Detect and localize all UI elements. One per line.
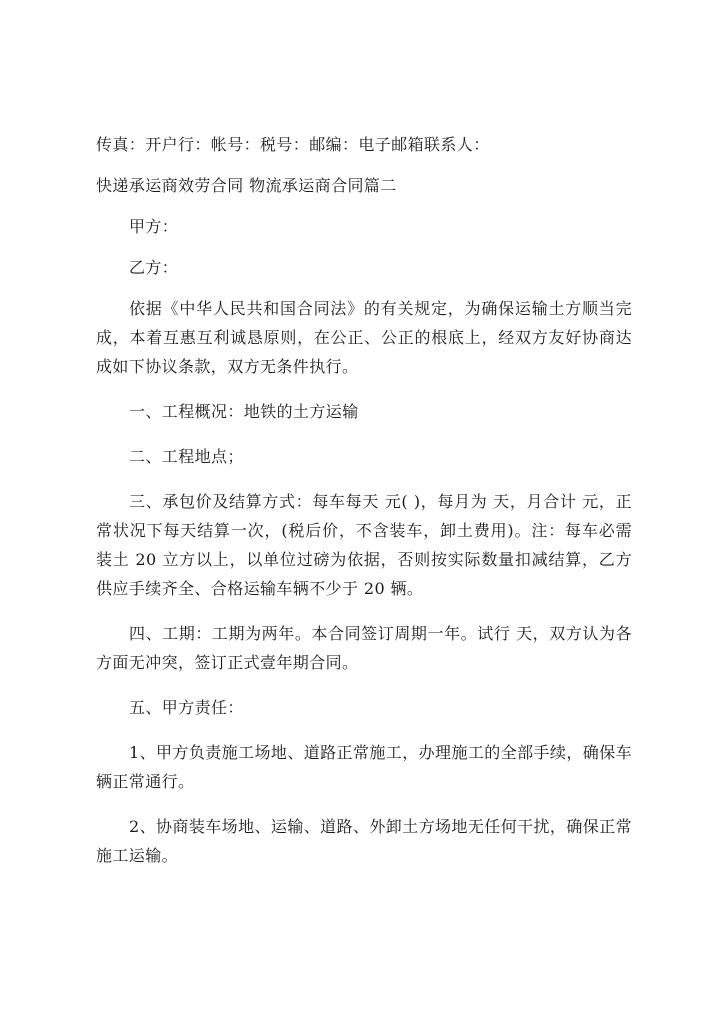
clause-project-location: 二、工程地点； [129,447,244,466]
party-b-label: 乙方： [129,258,179,277]
contact-line: 传真：开户行：帐号：税号：邮编：电子邮箱联系人： [96,135,490,154]
document-body [96,130,632,886]
document-title: 快递承运商效劳合同 物流承运商合同篇二 [96,176,397,195]
intro-paragraph: 依据《中华人民共和国合同法》的有关规定，为确保运输土方顺当完成，本着互惠互利诚恳原则，在公正、公正的根底上，经双方友好协商达成如下协议条款，双方无条件执行。 [96,299,632,376]
clause-price-settlement: 三、承包价及结算方式：每车每天 元( )，每月为 天，月合计 元，正常状况下每天结算一次，(税后价，不含装车，卸土费用)。注：每车必需装土 20 立方以上，以单位过磅为依据，否则按实际数量扣减结算，乙方供应手续齐全、合格运输车辆不少于 20 辆。 [96,492,632,598]
party-a-label: 甲方： [129,217,179,236]
clause-project-overview: 一、工程概况：地铁的土方运输 [129,402,359,421]
duty-item-1: 1、甲方负责施工场地、道路正常施工，办理施工的全部手续，确保车辆正常通行。 [96,743,632,791]
duty-item-2: 2、协商装车场地、运输、道路、外卸土方场地无任何干扰，确保正常施工运输。 [96,817,632,865]
clause-duration: 四、工期：工期为两年。本合同签订周期一年。试行 天，双方认为各方面无冲突，签订正式壹年期合同。 [96,624,632,672]
clause-party-a-duties: 五、甲方责任： [129,698,244,717]
